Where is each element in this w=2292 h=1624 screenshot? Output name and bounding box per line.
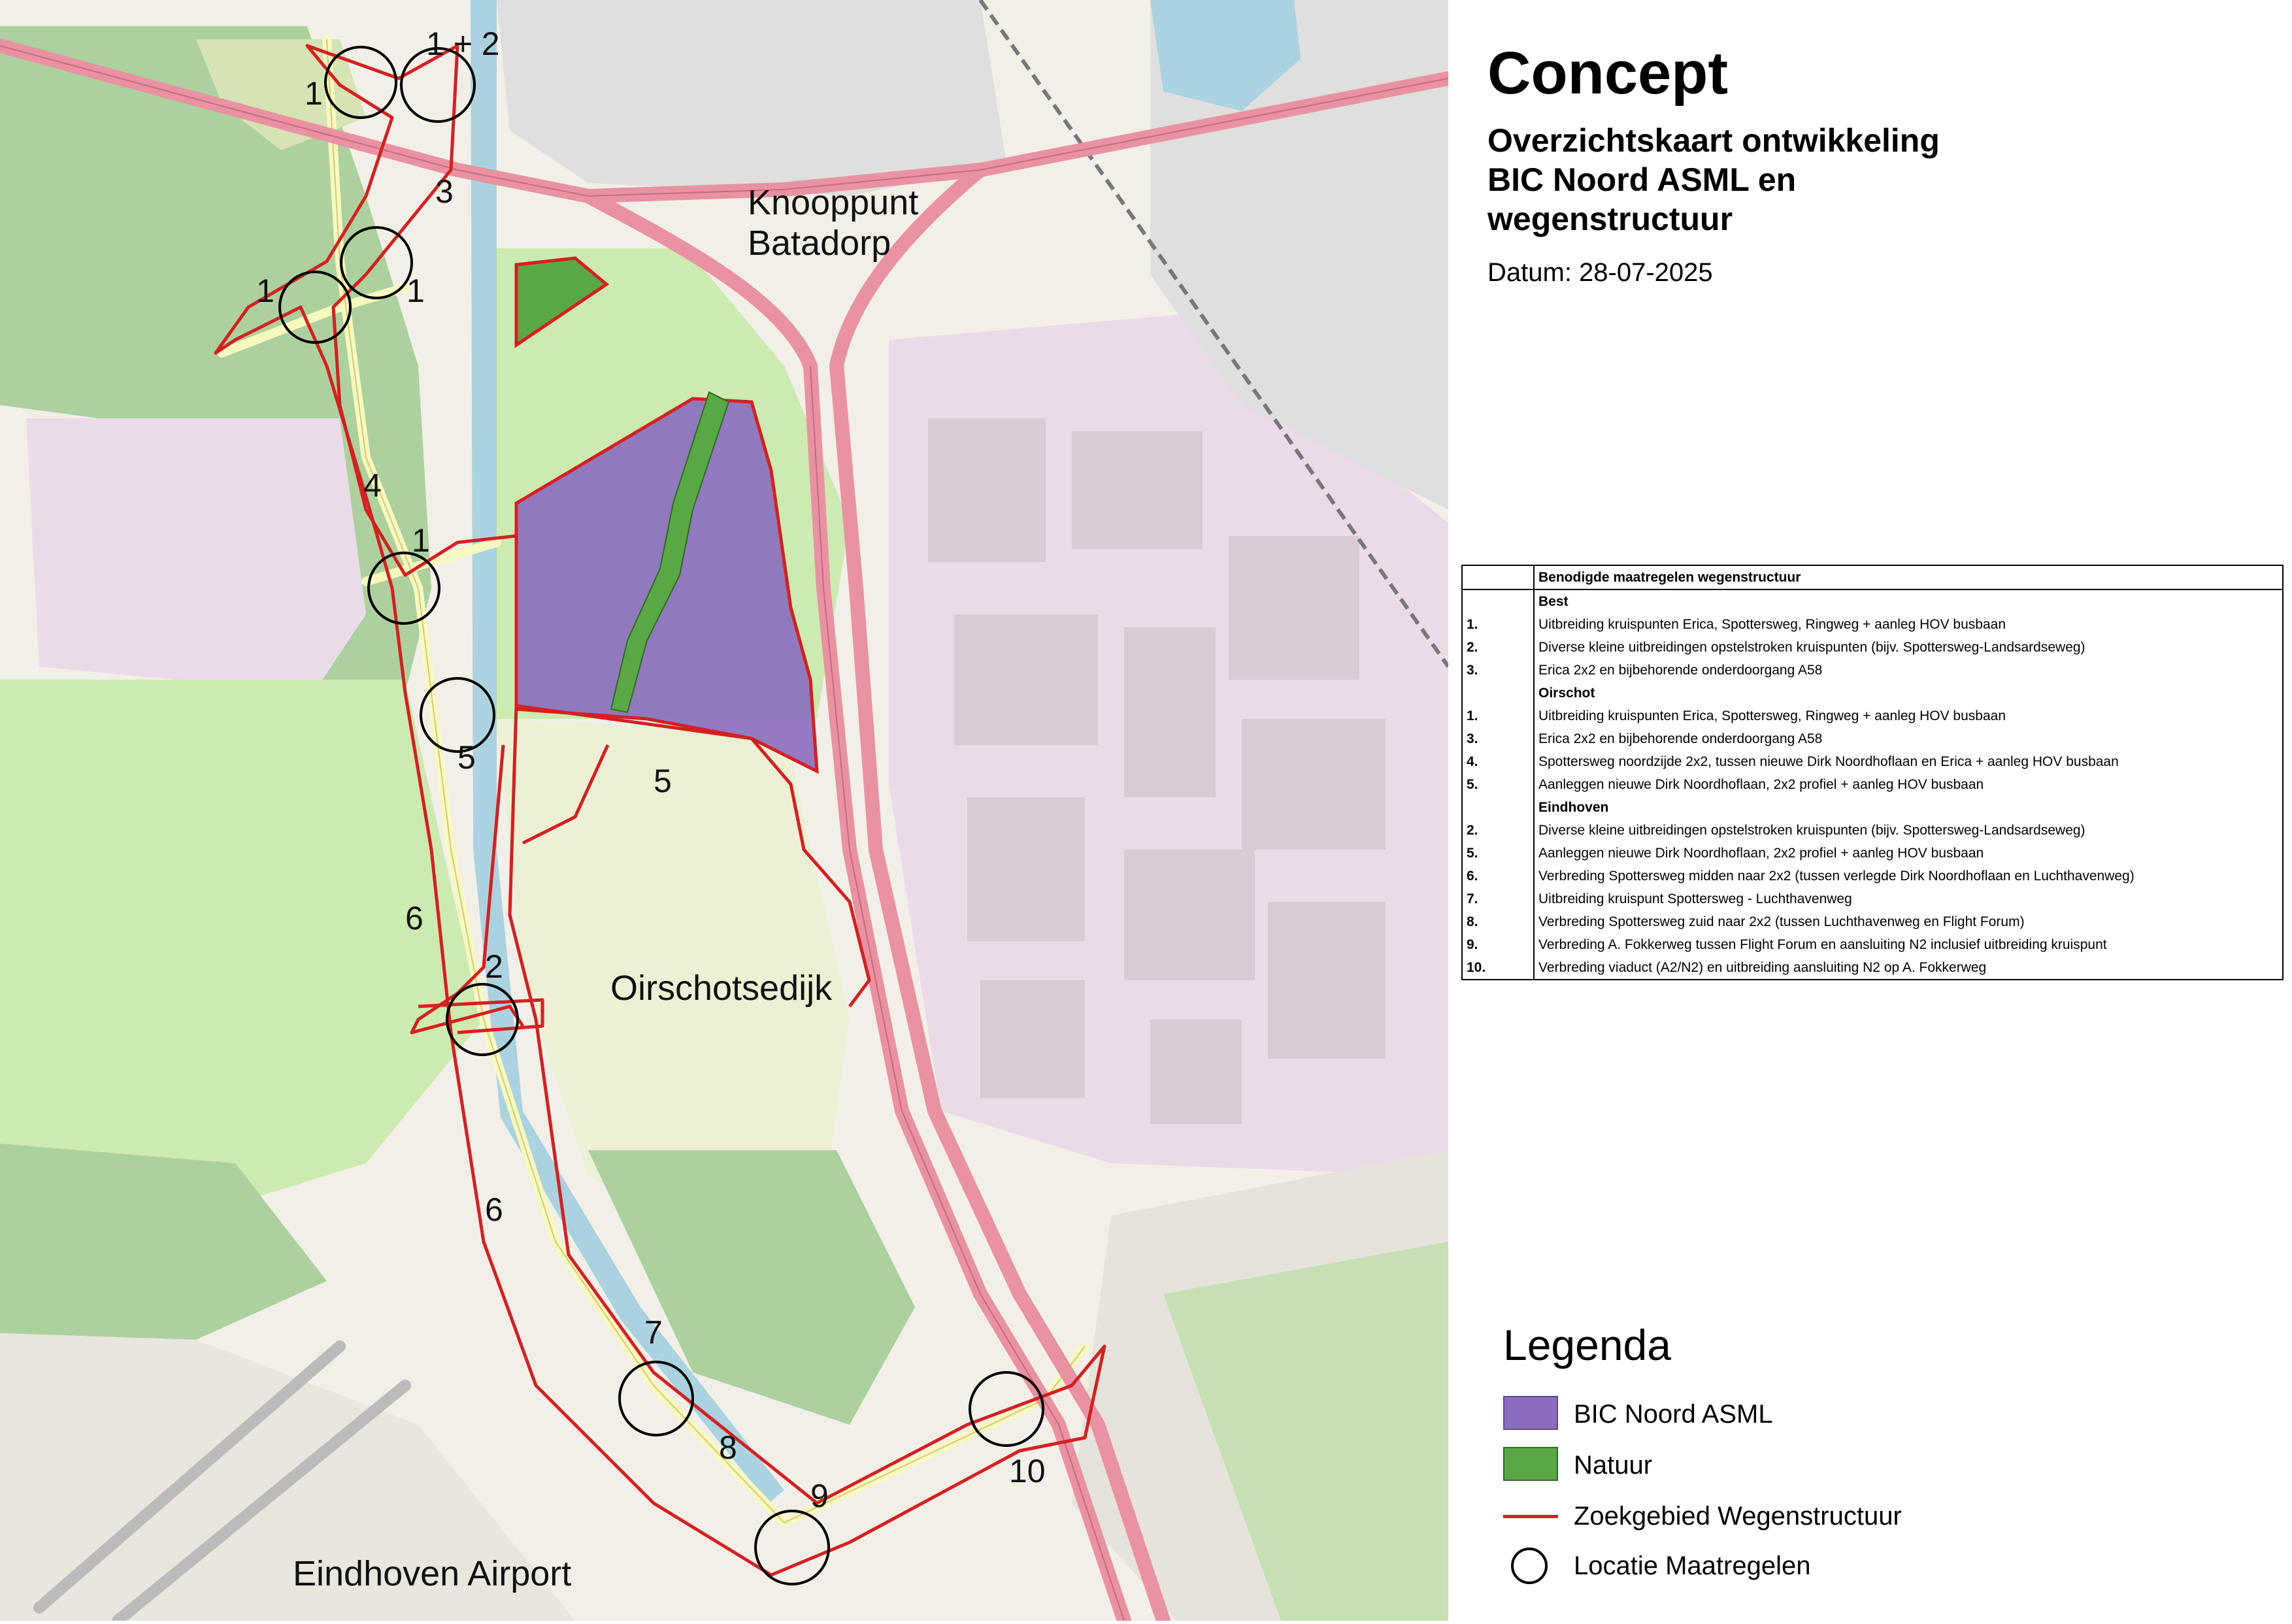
measure-text: Verbreding Spottersweg zuid naar 2x2 (tussen Luchthavenweg en Flight Forum) <box>1534 910 2283 933</box>
info-panel <box>1448 0 2292 1621</box>
label-oirschotsedijk: Oirschotsedijk <box>610 969 833 1008</box>
measure-text: Aanleggen nieuwe Dirk Noordhoflaan, 2x2 profiel + aanleg HOV busbaan <box>1534 773 2283 796</box>
measure-text: Uitbreiding kruispunten Erica, Spottersweg, Ringweg + aanleg HOV busbaan <box>1534 704 2283 727</box>
measure-text: Verbreding A. Fokkerweg tussen Flight Forum en aansluiting N2 inclusief uitbreiding kruispunt <box>1534 933 2283 956</box>
measures-group-row <box>1462 589 2283 613</box>
measure-number: 5. <box>1462 773 1534 796</box>
number-10: 10 <box>1009 1453 1046 1489</box>
subtitle-line-3: wegenstructuur <box>1487 201 1733 237</box>
measures-row <box>1462 887 2283 910</box>
measures-row <box>1462 704 2283 727</box>
measure-text: Uitbreiding kruispunt Spottersweg - Luchthavenweg <box>1534 887 2283 910</box>
measure-text: Verbreding viaduct (A2/N2) en uitbreiding aansluiting N2 op A. Fokkerweg <box>1534 956 2283 980</box>
legend-label-bic: BIC Noord ASML <box>1574 1400 1773 1429</box>
measures-row <box>1462 727 2283 750</box>
measures-table <box>1461 565 2284 980</box>
measures-row <box>1462 933 2283 956</box>
legend-label-locatie: Locatie Maatregelen <box>1574 1551 1811 1580</box>
number-6a: 6 <box>405 900 424 936</box>
measure-text: Verbreding Spottersweg midden naar 2x2 (tussen verlegde Dirk Noordhoflaan en Luchthavenweg) <box>1534 865 2283 887</box>
number-1d: 1 <box>412 522 430 559</box>
number-5a: 5 <box>457 739 476 776</box>
measures-header-row <box>1462 565 2283 589</box>
label-knooppunt-2: Batadorp <box>748 224 891 263</box>
measures-group-row <box>1462 796 2283 819</box>
measure-number <box>1462 796 1534 819</box>
measure-number: 8. <box>1462 910 1534 933</box>
measure-number: 9. <box>1462 933 1534 956</box>
page-subtitle <box>1487 121 2076 239</box>
legend-swatch-natuur <box>1503 1447 1558 1481</box>
number-4: 4 <box>363 467 382 504</box>
measure-number <box>1462 682 1534 704</box>
measures-header: Benodigde maatregelen wegenstructuur <box>1534 565 2283 589</box>
measures-header-num <box>1462 565 1534 589</box>
measure-number: 5. <box>1462 842 1534 865</box>
measures-row <box>1462 613 2283 636</box>
legend-label-natuur: Natuur <box>1574 1451 1653 1480</box>
measures-row <box>1462 910 2283 933</box>
measures-row <box>1462 865 2283 887</box>
subtitle-line-2: BIC Noord ASML en <box>1487 161 1797 198</box>
measure-number: 3. <box>1462 727 1534 750</box>
measures-row <box>1462 636 2283 659</box>
legend-item-bic <box>1503 1396 2091 1435</box>
measure-text: Uitbreiding kruispunten Erica, Spottersweg, Ringweg + aanleg HOV busbaan <box>1534 613 2283 636</box>
measure-number: 3. <box>1462 659 1534 682</box>
legend-title: Legenda <box>1503 1321 1671 1369</box>
number-3: 3 <box>435 173 454 210</box>
measure-number: 6. <box>1462 865 1534 887</box>
measure-number: 7. <box>1462 887 1534 910</box>
legend-circle-icon <box>1511 1548 1548 1584</box>
legend-label-zoekgebied: Zoekgebied Wegenstructuur <box>1574 1502 1902 1531</box>
measure-text: Diverse kleine uitbreidingen opstelstroken kruispunten (bijv. Spottersweg-Landsardseweg) <box>1534 819 2283 842</box>
measures-row <box>1462 659 2283 682</box>
number-5b: 5 <box>654 763 672 799</box>
number-9: 9 <box>810 1478 829 1514</box>
legend-item-locatie <box>1503 1548 2091 1587</box>
measures-row <box>1462 842 2283 865</box>
measure-group-label: Eindhoven <box>1534 796 2283 819</box>
number-1a: 1 <box>305 75 323 112</box>
legend-item-zoekgebied <box>1503 1498 2091 1537</box>
measures-row <box>1462 819 2283 842</box>
measure-text: Spottersweg noordzijde 2x2, tussen nieuwe Dirk Noordhoflaan en Erica + aanleg HOV busbaan <box>1534 750 2283 773</box>
number-1-2: 1 + 2 <box>426 25 500 62</box>
measure-text: Erica 2x2 en bijbehorende onderdoorgang A58 <box>1534 727 2283 750</box>
measures-row <box>1462 750 2283 773</box>
measure-number: 1. <box>1462 613 1534 636</box>
number-2: 2 <box>485 948 503 985</box>
measure-number: 4. <box>1462 750 1534 773</box>
measure-group-label: Best <box>1534 589 2283 613</box>
number-1b: 1 <box>407 273 425 309</box>
measure-text: Erica 2x2 en bijbehorende onderdoorgang A58 <box>1534 659 2283 682</box>
number-1c: 1 <box>256 273 274 309</box>
number-6b: 6 <box>485 1191 503 1228</box>
measure-number: 10. <box>1462 956 1534 980</box>
measure-number: 2. <box>1462 636 1534 659</box>
page-title: Concept <box>1487 40 1728 107</box>
measures-group-row <box>1462 682 2283 704</box>
measure-text: Aanleggen nieuwe Dirk Noordhoflaan, 2x2 profiel + aanleg HOV busbaan <box>1534 842 2283 865</box>
measures-row <box>1462 773 2283 796</box>
number-8: 8 <box>719 1429 737 1466</box>
legend-item-natuur <box>1503 1447 2091 1486</box>
number-7: 7 <box>644 1314 663 1351</box>
measure-group-label: Oirschot <box>1534 682 2283 704</box>
label-knooppunt-1: Knooppunt <box>748 183 919 222</box>
measure-number: 2. <box>1462 819 1534 842</box>
measure-number: 1. <box>1462 704 1534 727</box>
measure-number <box>1462 589 1534 613</box>
industrial-west <box>26 418 366 693</box>
legend-line-zoekgebied <box>1503 1515 1558 1518</box>
measure-text: Diverse kleine uitbreidingen opstelstroken kruispunten (bijv. Spottersweg-Landsardseweg) <box>1534 636 2283 659</box>
label-airport: Eindhoven Airport <box>293 1554 572 1593</box>
date-label: Datum: 28-07-2025 <box>1487 258 1713 287</box>
legend-swatch-bic <box>1503 1396 1558 1430</box>
subtitle-line-1: Overzichtskaart ontwikkeling <box>1487 122 1940 159</box>
residential-north <box>497 0 1006 196</box>
measures-row <box>1462 956 2283 980</box>
